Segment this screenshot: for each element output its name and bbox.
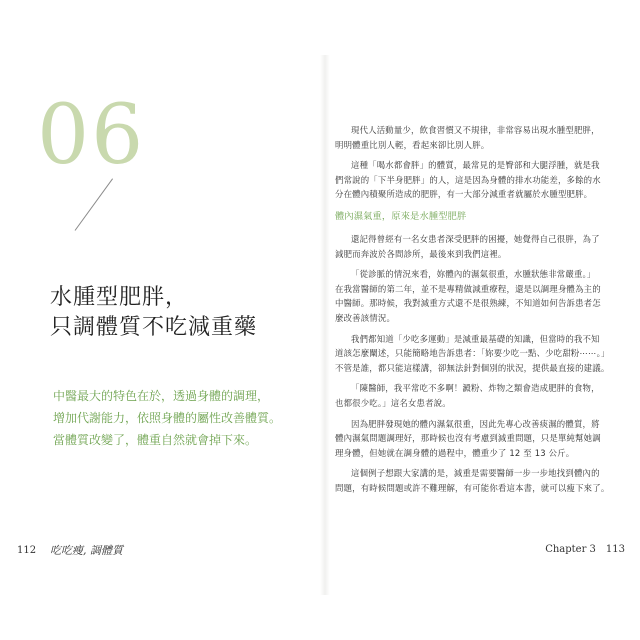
left-page-number: 112 xyxy=(17,545,37,556)
text-line: 現代人活動量少，飲食習慣又不規律，非常容易出現水腫型肥胖， xyxy=(351,125,600,135)
text-line: 明明體重比別人輕，看起來卻比別人胖。 xyxy=(335,139,490,150)
right-page-footer xyxy=(535,544,625,555)
text-line: 們常說的「下半身肥胖」的人，這是因為身體的排水功能差，多餘的水 xyxy=(335,174,601,185)
body-text xyxy=(335,123,625,501)
text-line: 不管是誰，都只能這樣講，卻無法針對個別的狀況，提供最直接的建議。 xyxy=(335,362,610,373)
paragraph xyxy=(335,267,625,325)
right-page xyxy=(335,55,625,595)
right-page-number: 113 xyxy=(605,544,625,555)
text-line: 也都很少吃。」這名女患者說。 xyxy=(335,397,451,408)
text-line: 減肥而奔波於各間診所，最後來到我們這裡。 xyxy=(335,248,507,259)
text-line: 這種「喝水都會胖」的體質，最常見的是臀部和大腿浮腫，就是我 xyxy=(351,160,600,171)
text-line: 因為肥胖發現她的體內濕氣很重，因此先專心改善痰濕的體質，將 xyxy=(351,418,600,429)
heading-line: 只調體質不吃減重藥 xyxy=(50,315,258,340)
text-line: 「陳醫師，我平常吃不多啊！澱粉、炸物之類會造成肥胖的食物， xyxy=(351,383,600,394)
chapter-heading xyxy=(50,283,257,343)
left-page xyxy=(15,55,315,595)
text-line: 我們都知道「少吃多運動」是減重最基礎的知識，但當時的我不知 xyxy=(351,333,600,344)
paragraph xyxy=(335,381,625,410)
text-line: 「從診脈的情況來看，妳體內的濕氣很重，水腫狀態非常嚴重。」 xyxy=(351,269,596,280)
text-line: 還記得曾經有一名女患者深受肥胖的困擾，她覺得自己很胖，為了 xyxy=(351,233,600,244)
paragraph xyxy=(335,158,625,202)
text-line: 在我當醫師的第二年，並不是專精做減重療程，還是以調理身體為主的 xyxy=(335,283,601,294)
book-title-signature: 吃吃瘦, 調體質 xyxy=(50,544,123,557)
highlight-line: 中醫最大的特色在於，透過身體的調理， xyxy=(53,389,270,403)
chapter-number: 06 xyxy=(37,88,146,183)
section-heading: 體內濕氣重，原來是水腫型肥胖 xyxy=(335,210,467,222)
highlight-quote xyxy=(53,385,281,451)
text-line: 麼改善該情況。 xyxy=(335,312,396,323)
paragraph xyxy=(335,232,625,261)
highlight-line: 增加代謝能力，依照身體的屬性改善體質。 xyxy=(53,411,282,425)
highlight-line: 當體質改變了，體重自然就會掉下來。 xyxy=(53,433,258,447)
text-line: 中醫師。那時候，我對減重方式還不是很熟練，不知道如何告訴患者怎 xyxy=(335,298,601,309)
chapter-label: Chapter 3 xyxy=(545,544,596,555)
decorative-slash-line xyxy=(75,178,113,230)
text-line: 問題，有時候問題或許不難理解，有可能你看這本書，就可以瘦下來了。 xyxy=(335,482,610,493)
paragraph xyxy=(335,417,625,461)
text-line: 分在體內積聚所造成的肥胖，有一大部分減重者就屬於水腫型肥胖。 xyxy=(335,189,593,200)
book-spread xyxy=(15,55,625,595)
paragraph xyxy=(335,466,625,495)
text-line: 體內濕氣問題調理好，那時候也沒有考慮到減重問題，只是單純幫她調 xyxy=(335,433,601,444)
paragraph xyxy=(335,123,625,152)
text-line: 道該怎麼闡述，只能簡略地告訴患者：「妳要少吃一點、少吃甜粉⋯⋯。」 xyxy=(335,348,610,359)
paragraph xyxy=(335,332,625,376)
heading-line: 水腫型肥胖， xyxy=(50,285,189,310)
text-line: 這個例子想跟大家講的是，減重是需要醫師一步一步地找到體內的 xyxy=(351,468,600,479)
book-gutter xyxy=(320,55,330,595)
text-line: 理身體，但她就在調身體的過程中，體重少了 12 至 13 公斤。 xyxy=(335,447,575,458)
